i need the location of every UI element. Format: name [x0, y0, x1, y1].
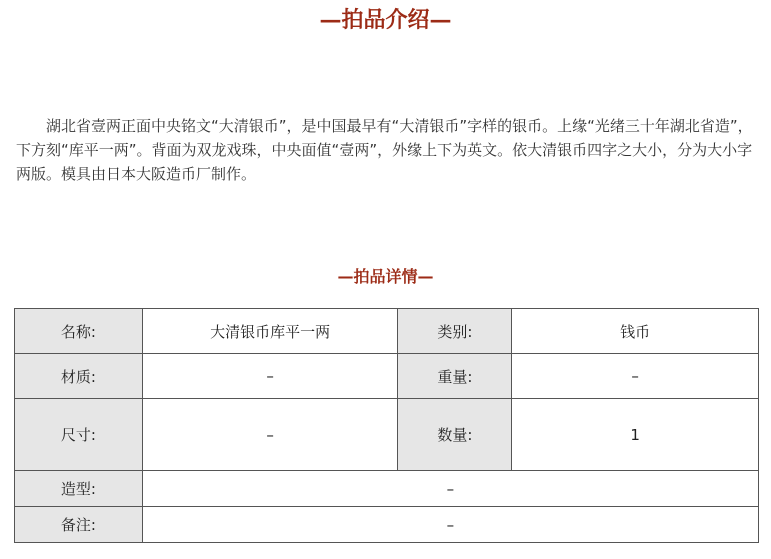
table-row	[15, 309, 759, 354]
name-label: 名称:	[15, 309, 143, 354]
table-row	[15, 471, 759, 507]
size-value: –	[142, 399, 398, 471]
intro-title: —拍品介绍—	[319, 7, 452, 33]
category-value: 钱币	[512, 309, 759, 354]
material-label: 材质:	[15, 354, 143, 399]
notes-value: –	[142, 507, 758, 543]
shape-label: 造型:	[15, 471, 143, 507]
weight-value: –	[512, 354, 759, 399]
details-title: —拍品详情—	[337, 267, 434, 286]
table-row	[15, 507, 759, 543]
shape-value: –	[142, 471, 758, 507]
details-table	[14, 308, 759, 543]
table-row	[15, 354, 759, 399]
quantity-label: 数量:	[398, 399, 512, 471]
size-label: 尺寸:	[15, 399, 143, 471]
weight-label: 重量:	[398, 354, 512, 399]
quantity-value: 1	[512, 399, 759, 471]
item-description: 湖北省壹两正面中央铭文“大清银币”，是中国最早有“大清银币”字样的银币。上缘“光绪三十年湖北省造”，下方刻“库平一两”。背面为双龙戏珠，中央面值“壹两”，外缘上下为英文。依大清银币四字之大小，分为大小字两版。模具由日本大阪造币厂制作。	[16, 117, 753, 183]
name-value: 大清银币库平一两	[142, 309, 398, 354]
material-value: –	[142, 354, 398, 399]
notes-label: 备注:	[15, 507, 143, 543]
category-label: 类别:	[398, 309, 512, 354]
table-row	[15, 399, 759, 471]
